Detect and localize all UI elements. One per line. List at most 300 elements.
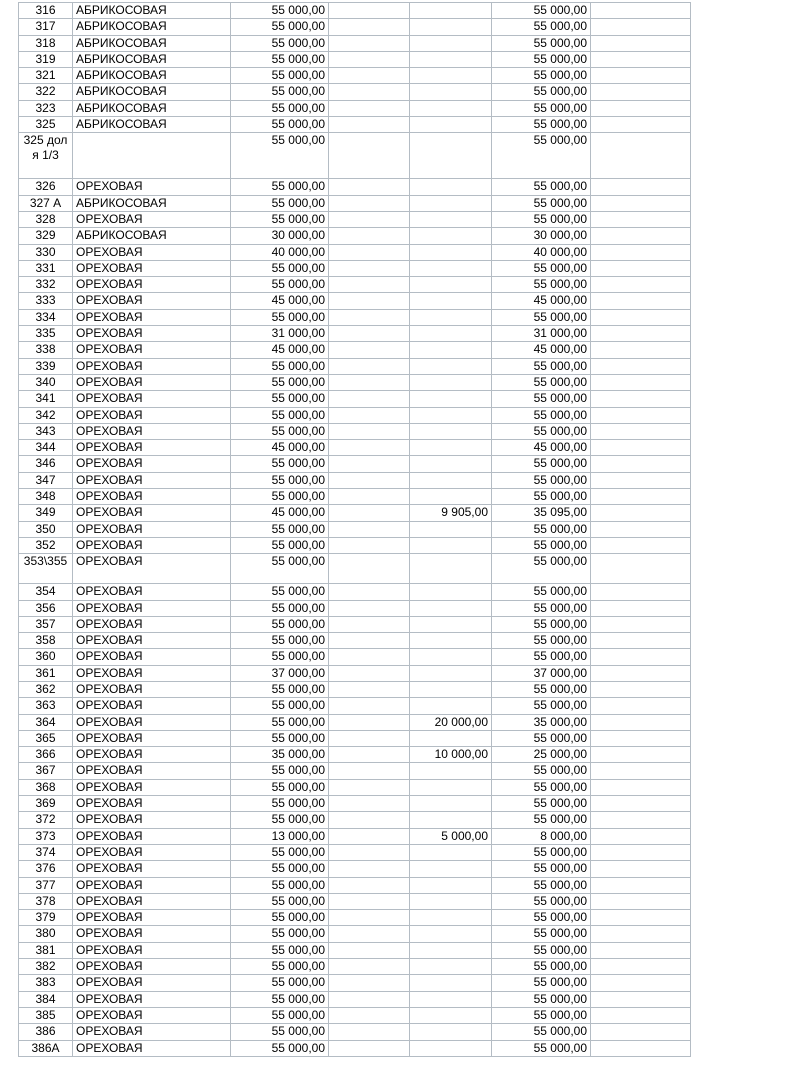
balance-cell: 35 095,00 [492, 505, 591, 521]
amount-cell: 55 000,00 [231, 84, 329, 100]
empty-cell [329, 195, 410, 211]
table-row [19, 489, 749, 505]
paid-cell [410, 861, 492, 877]
amount-cell: 55 000,00 [231, 616, 329, 632]
street-cell: ОРЕХОВАЯ [73, 796, 231, 812]
paid-cell [410, 665, 492, 681]
empty-cell [591, 358, 691, 374]
empty-cell [329, 244, 410, 260]
empty-cell [329, 812, 410, 828]
street-cell: АБРИКОСОВАЯ [73, 228, 231, 244]
amount-cell: 55 000,00 [231, 698, 329, 714]
house-number-cell: 348 [19, 489, 73, 505]
table-row [19, 779, 749, 795]
house-number-cell: 383 [19, 975, 73, 991]
empty-cell [591, 440, 691, 456]
street-cell: ОРЕХОВАЯ [73, 681, 231, 697]
table-row [19, 959, 749, 975]
house-number-cell: 356 [19, 600, 73, 616]
paid-cell [410, 537, 492, 553]
house-number-cell: 368 [19, 779, 73, 795]
amount-cell: 45 000,00 [231, 342, 329, 358]
empty-cell [329, 991, 410, 1007]
balance-cell: 55 000,00 [492, 796, 591, 812]
amount-cell: 40 000,00 [231, 244, 329, 260]
balance-cell: 25 000,00 [492, 747, 591, 763]
empty-cell [591, 600, 691, 616]
empty-cell [591, 277, 691, 293]
balance-cell: 55 000,00 [492, 407, 591, 423]
paid-cell [410, 195, 492, 211]
amount-cell: 30 000,00 [231, 228, 329, 244]
table-row [19, 942, 749, 958]
ledger-table [18, 2, 749, 1057]
empty-cell [329, 698, 410, 714]
house-number-cell: 335 [19, 326, 73, 342]
balance-cell: 55 000,00 [492, 179, 591, 195]
empty-cell [591, 489, 691, 505]
paid-cell [410, 910, 492, 926]
empty-cell [329, 861, 410, 877]
paid-cell [410, 730, 492, 746]
house-number-cell: 386А [19, 1040, 73, 1056]
empty-cell [329, 554, 410, 584]
house-number-cell: 323 [19, 100, 73, 116]
house-number-cell: 319 [19, 51, 73, 67]
paid-cell [410, 1040, 492, 1056]
street-cell: ОРЕХОВАЯ [73, 407, 231, 423]
balance-cell: 55 000,00 [492, 877, 591, 893]
balance-cell: 30 000,00 [492, 228, 591, 244]
paid-cell [410, 440, 492, 456]
empty-cell [591, 521, 691, 537]
empty-cell [329, 796, 410, 812]
house-number-cell: 361 [19, 665, 73, 681]
empty-cell [329, 84, 410, 100]
empty-cell [591, 374, 691, 390]
empty-cell [329, 51, 410, 67]
house-number-cell: 373 [19, 828, 73, 844]
empty-cell [591, 117, 691, 133]
empty-cell [329, 600, 410, 616]
empty-cell [591, 133, 691, 179]
balance-cell: 55 000,00 [492, 391, 591, 407]
street-cell: ОРЕХОВАЯ [73, 489, 231, 505]
balance-cell: 55 000,00 [492, 633, 591, 649]
balance-cell: 55 000,00 [492, 959, 591, 975]
amount-cell: 55 000,00 [231, 456, 329, 472]
street-cell: АБРИКОСОВАЯ [73, 68, 231, 84]
amount-cell: 55 000,00 [231, 537, 329, 553]
table-row [19, 926, 749, 942]
street-cell: ОРЕХОВАЯ [73, 505, 231, 521]
house-number-cell: 325 [19, 117, 73, 133]
house-number-cell: 353\355 [19, 554, 73, 584]
table-row [19, 211, 749, 227]
empty-cell [591, 763, 691, 779]
street-cell: ОРЕХОВАЯ [73, 1024, 231, 1040]
amount-cell: 45 000,00 [231, 293, 329, 309]
empty-cell [329, 117, 410, 133]
table-row [19, 277, 749, 293]
paid-cell [410, 374, 492, 390]
street-cell: ОРЕХОВАЯ [73, 537, 231, 553]
street-cell: ОРЕХОВАЯ [73, 959, 231, 975]
table-row [19, 117, 749, 133]
empty-cell [591, 309, 691, 325]
paid-cell [410, 244, 492, 260]
balance-cell: 55 000,00 [492, 51, 591, 67]
balance-cell: 45 000,00 [492, 293, 591, 309]
balance-cell: 55 000,00 [492, 195, 591, 211]
table-row [19, 100, 749, 116]
balance-cell: 45 000,00 [492, 342, 591, 358]
house-number-cell: 366 [19, 747, 73, 763]
table-row [19, 293, 749, 309]
empty-cell [591, 293, 691, 309]
empty-cell [329, 665, 410, 681]
table-row [19, 472, 749, 488]
balance-cell: 55 000,00 [492, 893, 591, 909]
table-row [19, 714, 749, 730]
table-row [19, 84, 749, 100]
street-cell: ОРЕХОВАЯ [73, 633, 231, 649]
empty-cell [329, 211, 410, 227]
street-cell: ОРЕХОВАЯ [73, 391, 231, 407]
paid-cell [410, 926, 492, 942]
table-row [19, 730, 749, 746]
empty-cell [329, 926, 410, 942]
house-number-cell: 364 [19, 714, 73, 730]
empty-cell [329, 68, 410, 84]
house-number-cell: 325 доля 1/3 [19, 133, 73, 179]
table-row [19, 910, 749, 926]
paid-cell [410, 893, 492, 909]
house-number-cell: 332 [19, 277, 73, 293]
balance-cell: 55 000,00 [492, 926, 591, 942]
house-number-cell: 377 [19, 877, 73, 893]
empty-cell [591, 244, 691, 260]
amount-cell: 55 000,00 [231, 633, 329, 649]
amount-cell: 55 000,00 [231, 649, 329, 665]
balance-cell: 55 000,00 [492, 942, 591, 958]
house-number-cell: 367 [19, 763, 73, 779]
empty-cell [591, 796, 691, 812]
paid-cell [410, 228, 492, 244]
empty-cell [591, 844, 691, 860]
balance-cell: 55 000,00 [492, 1024, 591, 1040]
paid-cell [410, 133, 492, 179]
amount-cell: 37 000,00 [231, 665, 329, 681]
empty-cell [329, 100, 410, 116]
empty-cell [329, 681, 410, 697]
ledger-body [19, 3, 749, 1057]
amount-cell: 55 000,00 [231, 117, 329, 133]
paid-cell [410, 423, 492, 439]
paid-cell [410, 796, 492, 812]
street-cell: ОРЕХОВАЯ [73, 423, 231, 439]
balance-cell: 31 000,00 [492, 326, 591, 342]
street-cell: ОРЕХОВАЯ [73, 584, 231, 600]
empty-cell [591, 730, 691, 746]
amount-cell: 55 000,00 [231, 681, 329, 697]
empty-cell [329, 35, 410, 51]
paid-cell [410, 472, 492, 488]
house-number-cell: 318 [19, 35, 73, 51]
street-cell: ОРЕХОВАЯ [73, 779, 231, 795]
street-cell: ОРЕХОВАЯ [73, 260, 231, 276]
empty-cell [591, 649, 691, 665]
balance-cell: 55 000,00 [492, 423, 591, 439]
empty-cell [591, 68, 691, 84]
paid-cell [410, 293, 492, 309]
table-row [19, 407, 749, 423]
house-number-cell: 342 [19, 407, 73, 423]
amount-cell: 31 000,00 [231, 326, 329, 342]
street-cell: ОРЕХОВАЯ [73, 730, 231, 746]
empty-cell [329, 521, 410, 537]
empty-cell [329, 1024, 410, 1040]
paid-cell [410, 407, 492, 423]
balance-cell: 45 000,00 [492, 440, 591, 456]
balance-cell: 55 000,00 [492, 309, 591, 325]
balance-cell: 55 000,00 [492, 730, 591, 746]
street-cell: ОРЕХОВАЯ [73, 747, 231, 763]
paid-cell [410, 100, 492, 116]
empty-cell [329, 942, 410, 958]
paid-cell [410, 51, 492, 67]
empty-cell [329, 649, 410, 665]
balance-cell: 55 000,00 [492, 3, 591, 19]
street-cell: ОРЕХОВАЯ [73, 472, 231, 488]
empty-cell [329, 407, 410, 423]
house-number-cell: 329 [19, 228, 73, 244]
empty-cell [329, 179, 410, 195]
table-row [19, 51, 749, 67]
paid-cell [410, 763, 492, 779]
paid-cell [410, 19, 492, 35]
street-cell: ОРЕХОВАЯ [73, 942, 231, 958]
table-row [19, 893, 749, 909]
table-row [19, 1024, 749, 1040]
amount-cell: 55 000,00 [231, 195, 329, 211]
empty-cell [329, 959, 410, 975]
empty-cell [329, 489, 410, 505]
table-row [19, 649, 749, 665]
amount-cell: 55 000,00 [231, 959, 329, 975]
empty-cell [591, 537, 691, 553]
amount-cell: 55 000,00 [231, 584, 329, 600]
amount-cell: 55 000,00 [231, 893, 329, 909]
street-cell: ОРЕХОВАЯ [73, 910, 231, 926]
balance-cell: 55 000,00 [492, 698, 591, 714]
paid-cell [410, 584, 492, 600]
paid-cell [410, 812, 492, 828]
paid-cell [410, 975, 492, 991]
empty-cell [329, 3, 410, 19]
paid-cell [410, 844, 492, 860]
balance-cell: 55 000,00 [492, 584, 591, 600]
empty-cell [591, 877, 691, 893]
balance-cell: 55 000,00 [492, 456, 591, 472]
street-cell: ОРЕХОВАЯ [73, 991, 231, 1007]
paid-cell [410, 779, 492, 795]
amount-cell: 55 000,00 [231, 211, 329, 227]
balance-cell: 55 000,00 [492, 489, 591, 505]
table-row [19, 309, 749, 325]
amount-cell: 55 000,00 [231, 358, 329, 374]
balance-cell: 55 000,00 [492, 844, 591, 860]
table-row [19, 244, 749, 260]
paid-cell [410, 277, 492, 293]
amount-cell: 55 000,00 [231, 730, 329, 746]
balance-cell: 55 000,00 [492, 779, 591, 795]
table-row [19, 861, 749, 877]
balance-cell: 55 000,00 [492, 991, 591, 1007]
house-number-cell: 349 [19, 505, 73, 521]
empty-cell [591, 942, 691, 958]
empty-cell [591, 391, 691, 407]
balance-cell: 35 000,00 [492, 714, 591, 730]
amount-cell: 55 000,00 [231, 1007, 329, 1023]
table-row [19, 554, 749, 584]
house-number-cell: 331 [19, 260, 73, 276]
amount-cell: 55 000,00 [231, 19, 329, 35]
house-number-cell: 379 [19, 910, 73, 926]
paid-cell [410, 3, 492, 19]
amount-cell: 55 000,00 [231, 1040, 329, 1056]
table-row [19, 326, 749, 342]
street-cell: АБРИКОСОВАЯ [73, 100, 231, 116]
amount-cell: 55 000,00 [231, 600, 329, 616]
amount-cell: 55 000,00 [231, 391, 329, 407]
amount-cell: 55 000,00 [231, 991, 329, 1007]
empty-cell [329, 423, 410, 439]
empty-cell [329, 730, 410, 746]
balance-cell: 55 000,00 [492, 1040, 591, 1056]
house-number-cell: 341 [19, 391, 73, 407]
empty-cell [329, 505, 410, 521]
street-cell: ОРЕХОВАЯ [73, 1040, 231, 1056]
amount-cell: 55 000,00 [231, 975, 329, 991]
empty-cell [591, 35, 691, 51]
table-row [19, 991, 749, 1007]
table-row [19, 796, 749, 812]
empty-cell [329, 1007, 410, 1023]
house-number-cell: 322 [19, 84, 73, 100]
empty-cell [329, 309, 410, 325]
empty-cell [329, 326, 410, 342]
street-cell: ОРЕХОВАЯ [73, 521, 231, 537]
street-cell: ОРЕХОВАЯ [73, 649, 231, 665]
balance-cell: 55 000,00 [492, 812, 591, 828]
street-cell: ОРЕХОВАЯ [73, 211, 231, 227]
empty-cell [329, 633, 410, 649]
amount-cell: 45 000,00 [231, 440, 329, 456]
amount-cell: 55 000,00 [231, 714, 329, 730]
table-row [19, 179, 749, 195]
amount-cell: 55 000,00 [231, 35, 329, 51]
house-number-cell: 354 [19, 584, 73, 600]
street-cell: ОРЕХОВАЯ [73, 326, 231, 342]
empty-cell [329, 844, 410, 860]
empty-cell [591, 179, 691, 195]
house-number-cell: 360 [19, 649, 73, 665]
balance-cell: 55 000,00 [492, 600, 591, 616]
table-row [19, 633, 749, 649]
table-row [19, 877, 749, 893]
amount-cell: 55 000,00 [231, 1024, 329, 1040]
street-cell [73, 133, 231, 179]
amount-cell: 35 000,00 [231, 747, 329, 763]
house-number-cell: 333 [19, 293, 73, 309]
house-number-cell: 343 [19, 423, 73, 439]
paid-cell [410, 616, 492, 632]
street-cell: ОРЕХОВАЯ [73, 179, 231, 195]
balance-cell: 55 000,00 [492, 100, 591, 116]
balance-cell: 55 000,00 [492, 910, 591, 926]
amount-cell: 55 000,00 [231, 877, 329, 893]
table-row [19, 391, 749, 407]
balance-cell: 55 000,00 [492, 374, 591, 390]
paid-cell [410, 179, 492, 195]
street-cell: ОРЕХОВАЯ [73, 844, 231, 860]
street-cell: АБРИКОСОВАЯ [73, 195, 231, 211]
empty-cell [591, 926, 691, 942]
empty-cell [591, 505, 691, 521]
table-row [19, 616, 749, 632]
table-row [19, 228, 749, 244]
table-row [19, 763, 749, 779]
amount-cell: 55 000,00 [231, 68, 329, 84]
table-row [19, 68, 749, 84]
house-number-cell: 321 [19, 68, 73, 84]
house-number-cell: 328 [19, 211, 73, 227]
paid-cell [410, 326, 492, 342]
balance-cell: 55 000,00 [492, 1007, 591, 1023]
table-row [19, 440, 749, 456]
amount-cell: 55 000,00 [231, 763, 329, 779]
empty-cell [329, 133, 410, 179]
street-cell: ОРЕХОВАЯ [73, 926, 231, 942]
empty-cell [329, 828, 410, 844]
paid-cell [410, 342, 492, 358]
table-row [19, 3, 749, 19]
amount-cell: 13 000,00 [231, 828, 329, 844]
table-row [19, 423, 749, 439]
house-number-cell: 344 [19, 440, 73, 456]
empty-cell [591, 893, 691, 909]
empty-cell [591, 472, 691, 488]
balance-cell: 55 000,00 [492, 277, 591, 293]
paid-cell [410, 649, 492, 665]
table-row [19, 584, 749, 600]
amount-cell: 55 000,00 [231, 309, 329, 325]
empty-cell [591, 1040, 691, 1056]
empty-cell [329, 342, 410, 358]
empty-cell [329, 910, 410, 926]
house-number-cell: 362 [19, 681, 73, 697]
balance-cell: 55 000,00 [492, 84, 591, 100]
empty-cell [591, 195, 691, 211]
house-number-cell: 327 А [19, 195, 73, 211]
paid-cell [410, 68, 492, 84]
empty-cell [329, 456, 410, 472]
street-cell: ОРЕХОВАЯ [73, 828, 231, 844]
amount-cell: 55 000,00 [231, 812, 329, 828]
amount-cell: 55 000,00 [231, 472, 329, 488]
table-row [19, 812, 749, 828]
